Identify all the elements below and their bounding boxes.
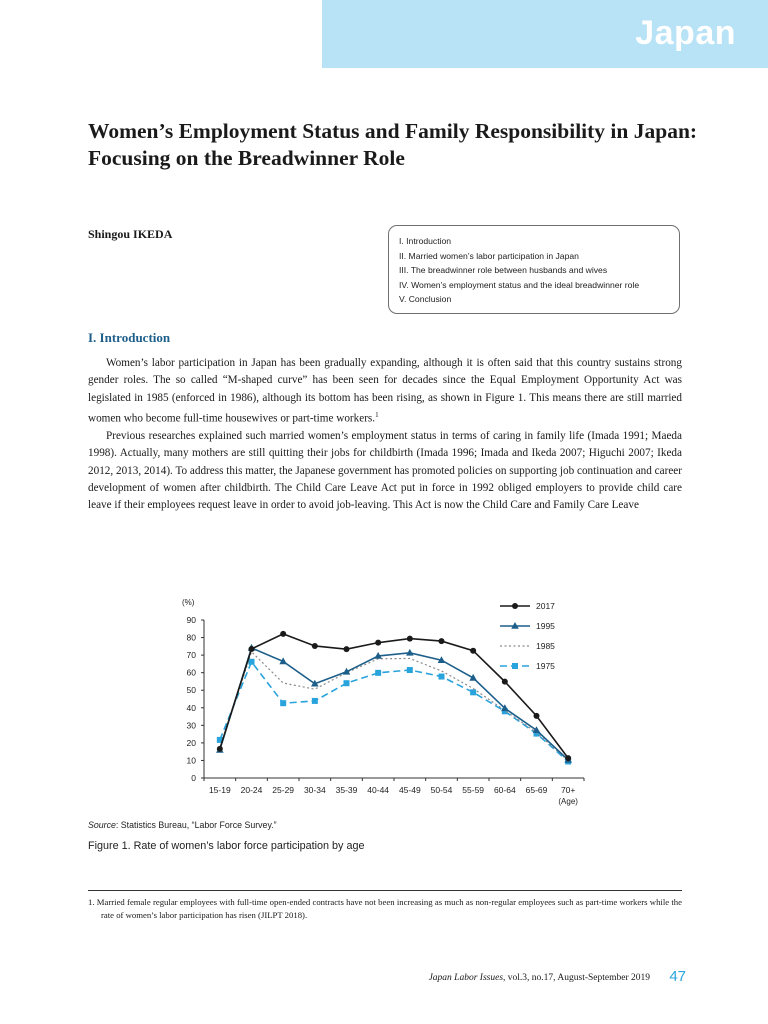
x-tick-label: 60-64 bbox=[493, 785, 516, 795]
data-point bbox=[280, 700, 286, 706]
x-tick-label: 55-59 bbox=[462, 785, 485, 795]
toc-item: I. Introduction bbox=[399, 236, 452, 246]
data-point bbox=[565, 755, 571, 761]
x-tick-label: 30-34 bbox=[303, 785, 326, 795]
footnote-divider bbox=[88, 890, 682, 891]
article-title: Women’s Employment Status and Family Responsibility in Japan: Focusing on the Breadwinner Role bbox=[88, 119, 698, 170]
source-label: Source bbox=[88, 820, 116, 830]
toc-item: III. The breadwinner role between husbands and wives bbox=[399, 265, 608, 275]
data-point bbox=[344, 680, 350, 686]
y-tick-label: 90 bbox=[186, 615, 196, 625]
data-point bbox=[534, 713, 540, 719]
data-point bbox=[312, 698, 318, 704]
legend-marker bbox=[512, 663, 518, 669]
data-point bbox=[375, 640, 381, 646]
data-point bbox=[217, 746, 223, 752]
article-author: Shingou IKEDA bbox=[88, 227, 173, 241]
legend-label: 1975 bbox=[536, 661, 555, 671]
data-point bbox=[407, 636, 413, 642]
legend-label: 1985 bbox=[536, 641, 555, 651]
paragraph: Previous researches explained such married women’s employment status in terms of caring in family life (Imada 1991; Maeda 1998). Actually, many mothers are still quitting their jobs for childbirth (Imada 1996; Imada and Ikeda 2007; Higuchi 2007; Ikeda 2012, 2013, 2014). To address this matter, the Japanese government has promoted policies on supporting job continuation and career development of women after childbirth. The Child Care Leave Act put in force in 1992 obliged employers to provide child care leave if their employees request leave in order to avoid job-leaving. This Act is now the Child Care and Family Care Leave bbox=[88, 429, 682, 512]
data-point bbox=[439, 674, 445, 680]
paragraph bbox=[88, 355, 682, 428]
legend-label: 2017 bbox=[536, 601, 555, 611]
data-point bbox=[470, 648, 476, 654]
data-point bbox=[406, 649, 414, 656]
x-tick-label: 15-19 bbox=[208, 785, 231, 795]
journal-name: Japan Labor Issues bbox=[428, 973, 504, 983]
figure-chart bbox=[176, 592, 596, 812]
data-point bbox=[533, 726, 541, 733]
header-country: Japan bbox=[635, 14, 736, 52]
journal-details: , vol.3, no.17, August-September 2019 bbox=[503, 973, 650, 983]
body-text bbox=[88, 355, 682, 514]
data-point bbox=[249, 659, 255, 665]
y-tick-label: 0 bbox=[191, 773, 196, 783]
y-tick-label: 20 bbox=[186, 737, 196, 748]
data-point bbox=[407, 667, 413, 673]
source-text: : Statistics Bureau, “Labor Force Survey.” bbox=[115, 820, 277, 830]
legend-label: 1995 bbox=[536, 621, 555, 631]
x-tick-label: 40-44 bbox=[367, 785, 390, 795]
y-tick-label: 30 bbox=[186, 720, 196, 731]
y-tick-label: 60 bbox=[186, 667, 196, 678]
footnote-ref[interactable]: 1 bbox=[375, 410, 379, 419]
data-point bbox=[344, 646, 350, 652]
toc-item: II. Married women’s labor participation in Japan bbox=[399, 250, 579, 261]
toc-item: V. Conclusion bbox=[399, 294, 452, 304]
data-point bbox=[312, 643, 318, 649]
toc-item: IV. Women’s employment status and the ideal breadwinner role bbox=[399, 279, 640, 290]
line-chart bbox=[176, 592, 596, 812]
x-tick-label: 35-39 bbox=[335, 785, 358, 795]
header-band bbox=[322, 0, 768, 68]
x-tick-label: 25-29 bbox=[272, 785, 295, 795]
y-axis-label: (%) bbox=[182, 598, 195, 607]
y-tick-label: 70 bbox=[186, 650, 196, 661]
figure-source bbox=[88, 820, 277, 830]
footer-citation bbox=[429, 973, 650, 983]
y-tick-label: 40 bbox=[186, 702, 196, 713]
x-tick-label: 70+ bbox=[560, 785, 576, 795]
x-axis-label: (Age) bbox=[558, 797, 578, 806]
footnote: 1. Married female regular employees with full-time open-ended contracts have not been increasing as much as non-regular employees such as part-time workers while the rate of women’s labor participation has risen (JILPT 2018). bbox=[88, 897, 682, 920]
data-point bbox=[249, 646, 255, 652]
x-tick-label: 65-69 bbox=[525, 785, 548, 795]
y-tick-label: 10 bbox=[186, 755, 196, 766]
x-tick-label: 45-49 bbox=[398, 785, 421, 795]
figure-caption: Figure 1. Rate of women’s labor force participation by age bbox=[88, 840, 365, 852]
data-point bbox=[470, 689, 476, 695]
page-number: 47 bbox=[669, 968, 686, 985]
series-line bbox=[220, 634, 568, 758]
legend-marker bbox=[512, 603, 518, 609]
table-of-contents bbox=[388, 225, 680, 314]
paragraph-text: Women’s labor participation in Japan has been gradually expanding, although it is often said that this country sustains strong gender roles. The so called “M-shaped curve” has been seen for decades since the Equal Employment Opportunity Act was legislated in 1985 (enforced in 1986), although its bottom has been rising, as shown in Figure 1. This means there are still married women who become full-time housewives or part-time workers. bbox=[88, 357, 682, 425]
y-tick-label: 80 bbox=[186, 632, 196, 643]
y-tick-label: 50 bbox=[186, 685, 196, 696]
section-heading: I. Introduction bbox=[88, 330, 171, 345]
series-line bbox=[220, 662, 568, 762]
x-tick-label: 20-24 bbox=[240, 785, 263, 795]
data-point bbox=[375, 670, 381, 676]
data-point bbox=[280, 631, 286, 637]
x-tick-label: 50-54 bbox=[430, 785, 453, 795]
data-point bbox=[439, 638, 445, 644]
data-point bbox=[502, 679, 508, 685]
